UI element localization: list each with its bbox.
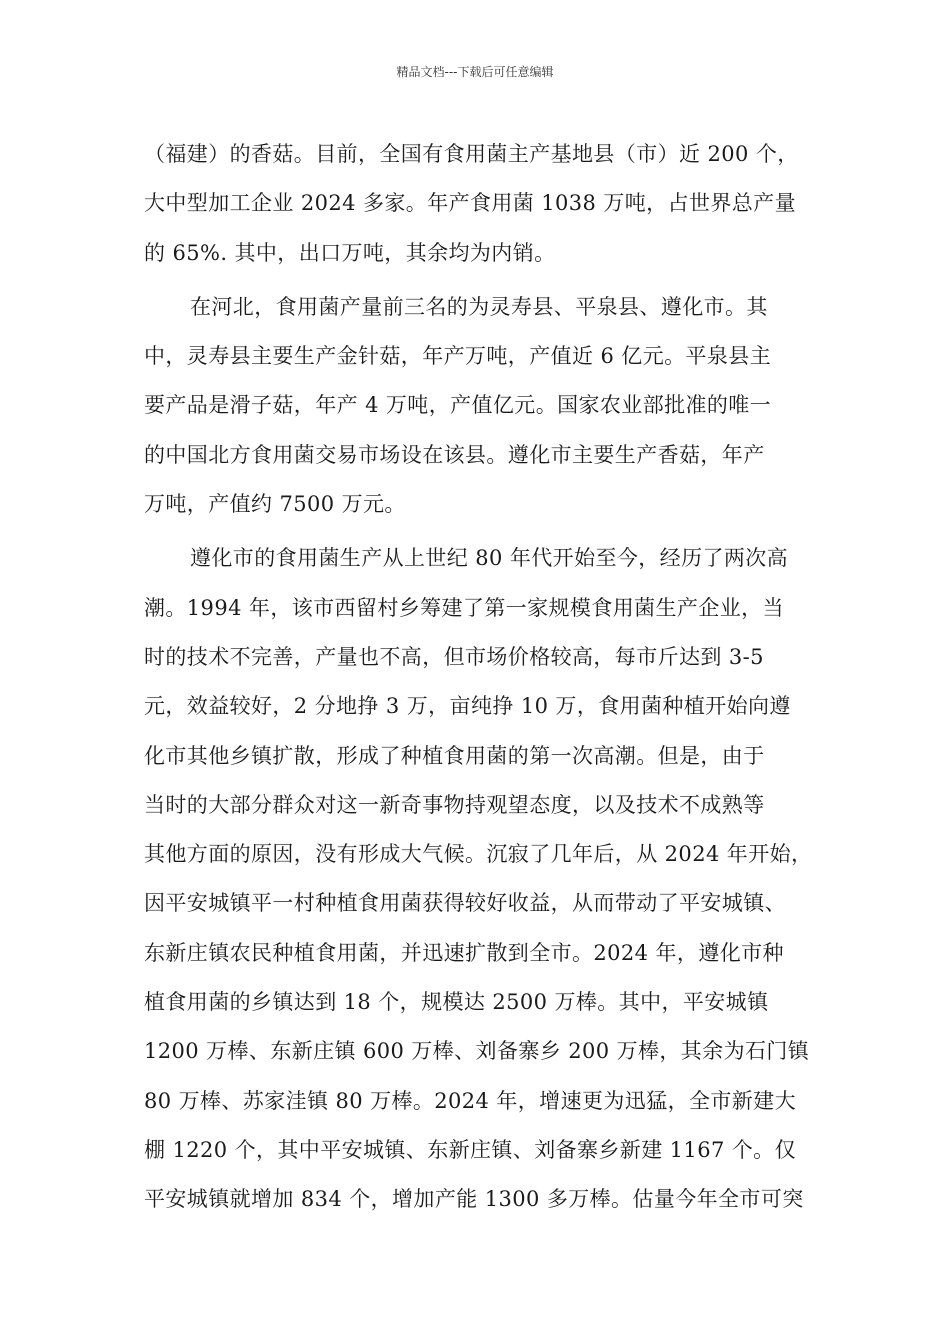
paragraph-3 bbox=[144, 534, 824, 1224]
text-line: 当时的大部分群众对这一新奇事物持观望态度，以及技术不成熟等 bbox=[144, 792, 765, 817]
text-line: 1200 万棒、东新庄镇 600 万棒、刘备寨乡 200 万棒，其余为石门镇 bbox=[144, 1039, 810, 1064]
text-line: 要产品是滑子菇，年产 4 万吨，产值亿元。国家农业部批准的唯一 bbox=[144, 393, 772, 418]
text-line: 中，灵寿县主要生产金针菇，年产万吨，产值近 6 亿元。平泉县主 bbox=[144, 344, 772, 369]
paragraph-1 bbox=[144, 130, 824, 278]
text-line: 时的技术不完善，产量也不高，但市场价格较高，每市斤达到 3-5 bbox=[144, 644, 764, 669]
text-line: （福建）的香菇。目前，全国有食用菌主产基地县（市）近 200 个， bbox=[144, 142, 799, 166]
text-line: 平安城镇就增加 834 个，增加产能 1300 多万棒。估量今年全市可突 bbox=[144, 1187, 804, 1212]
text-line: 棚 1220 个，其中平安城镇、东新庄镇、刘备寨乡新建 1167 个。仅 bbox=[144, 1137, 796, 1162]
text-line: 元，效益较好，2 分地挣 3 万，亩纯挣 10 万，食用菌种植开始向遵 bbox=[144, 694, 791, 719]
text-line: 在河北，食用菌产量前三名的为灵寿县、平泉县、遵化市。其 bbox=[190, 294, 768, 319]
document-body bbox=[144, 130, 824, 1225]
page-header: 精品文档---下载后可任意编辑 bbox=[396, 65, 554, 79]
text-line: 其他方面的原因，没有形成大气候。沉寂了几年后，从 2024 年开始， bbox=[144, 842, 813, 867]
text-line: 的 65%. 其中，出口万吨，其余均为内销。 bbox=[144, 240, 556, 265]
text-line: 植食用菌的乡镇达到 18 个，规模达 2500 万棒。其中，平安城镇 bbox=[144, 990, 769, 1015]
text-line: 遵化市的食用菌生产从上世纪 80 年代开始至今，经历了两次高 bbox=[190, 546, 789, 571]
text-line: 东新庄镇农民种植食用菌，并迅速扩散到全市。2024 年，遵化市种 bbox=[144, 940, 784, 965]
text-line: 化市其他乡镇扩散，形成了种植食用菌的第一次高潮。但是，由于 bbox=[144, 743, 765, 768]
text-line: 潮。1994 年，该市西留村乡筹建了第一家规模食用菌生产企业，当 bbox=[144, 595, 784, 620]
text-line: 万吨，产值约 7500 万元。 bbox=[144, 492, 406, 517]
paragraph-2 bbox=[144, 283, 824, 529]
text-line: 因平安城镇平一村种植食用菌获得较好收益，从而带动了平安城镇、 bbox=[144, 891, 786, 916]
text-line: 的中国北方食用菌交易市场设在该县。遵化市主要生产香菇，年产 bbox=[144, 442, 765, 467]
text-line: 大中型加工企业 2024 多家。年产食用菌 1038 万吨，占世界总产量 bbox=[144, 191, 796, 216]
text-line: 80 万棒、苏家洼镇 80 万棒。2024 年，增速更为迅猛，全市新建大 bbox=[144, 1088, 796, 1113]
